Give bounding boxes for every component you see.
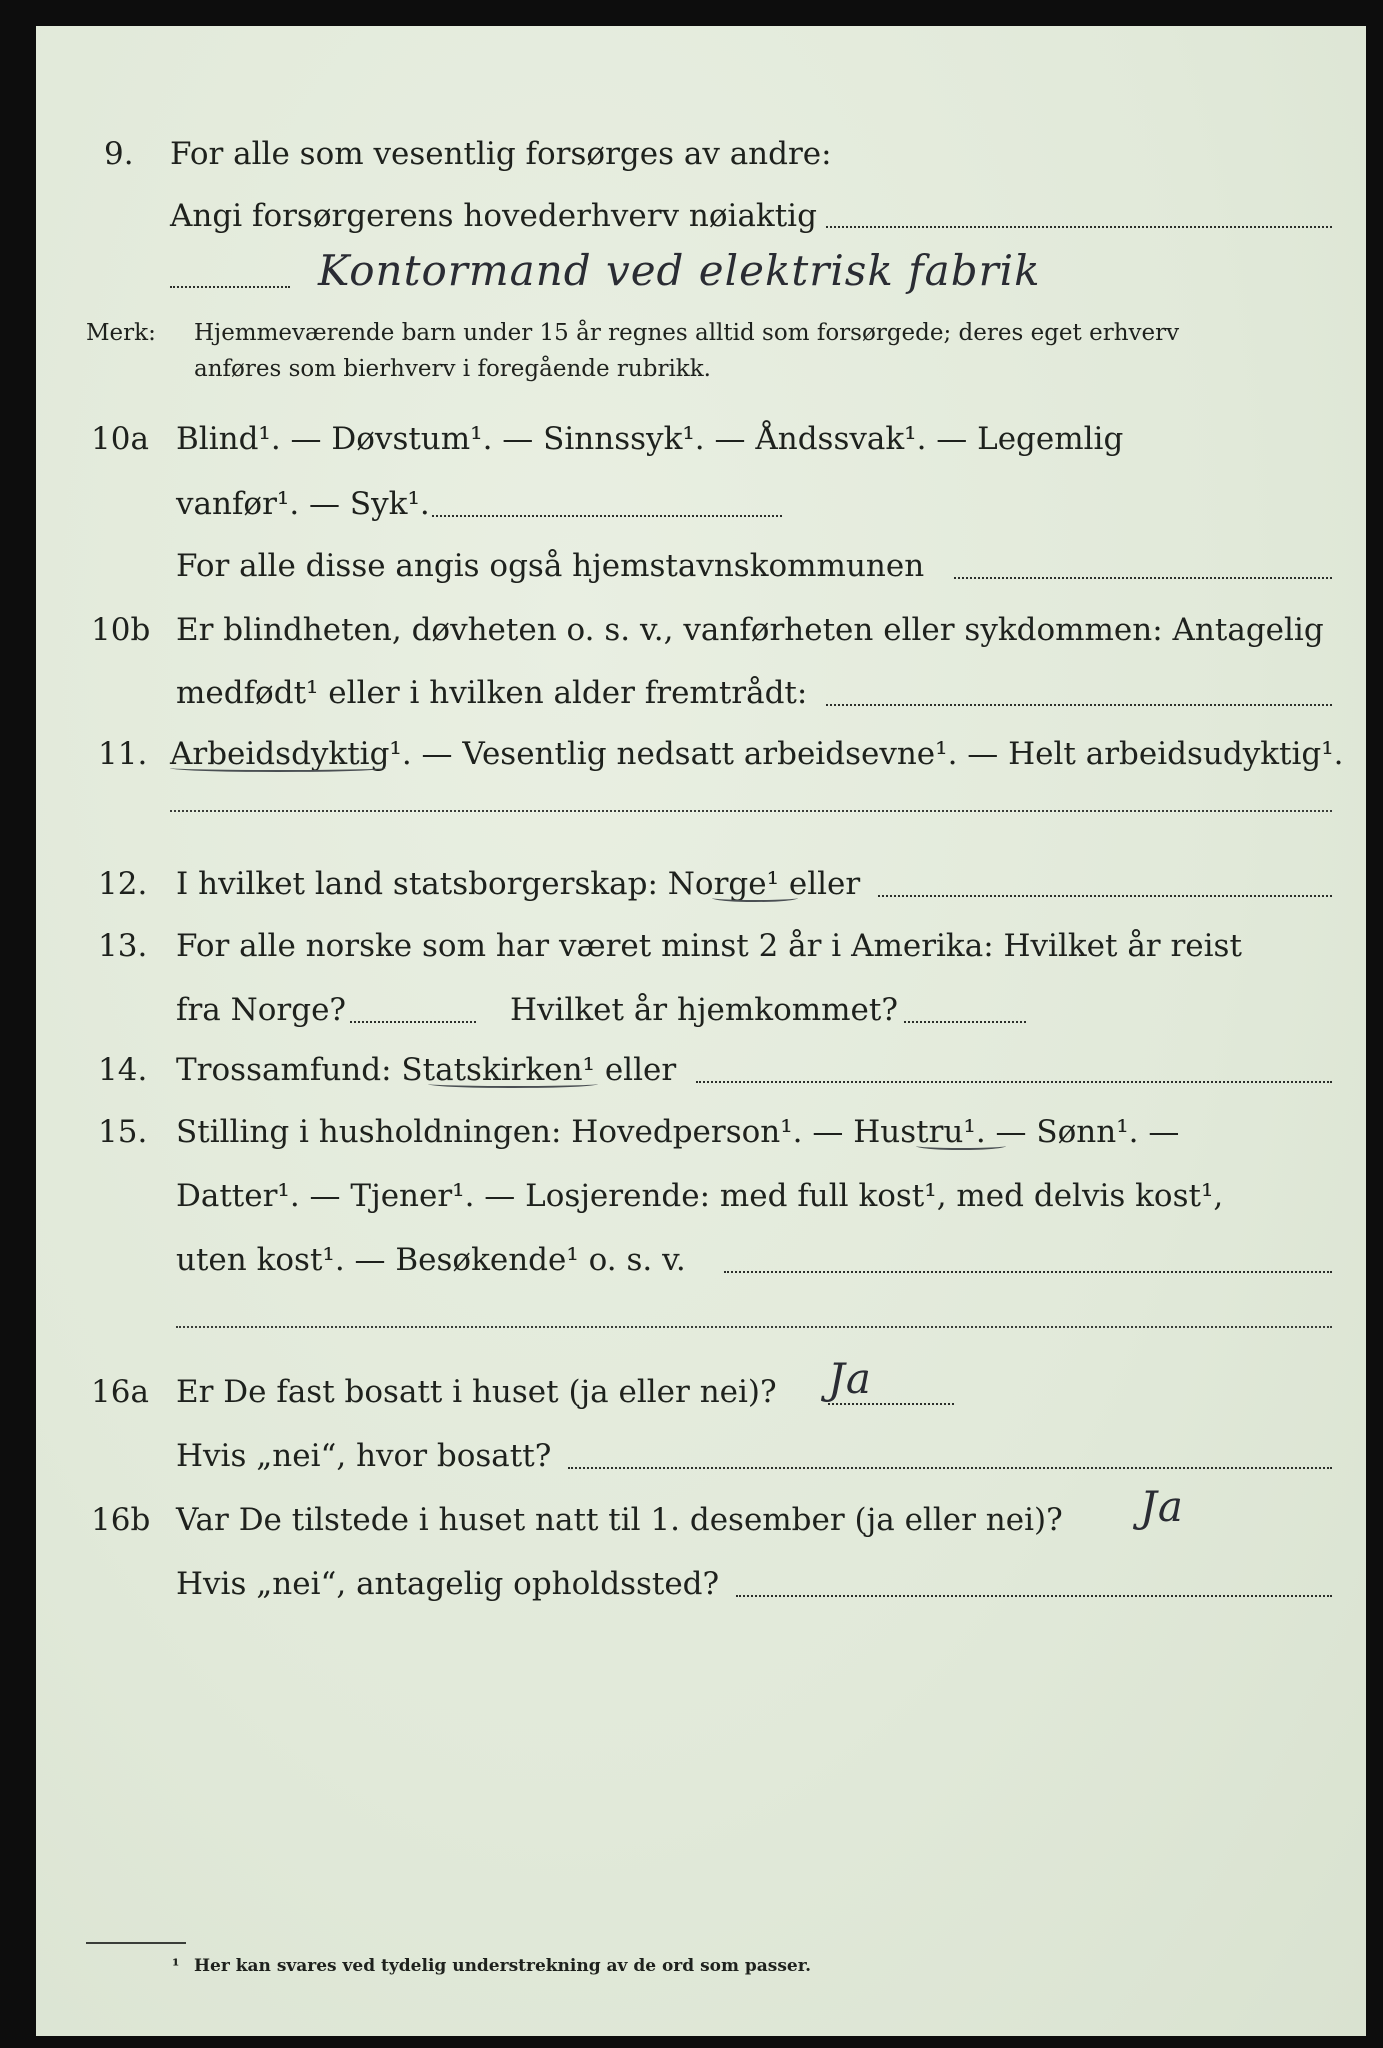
answer-line [826,226,1332,228]
question-9-line-1: For alle som vesentlig forsørges av andre: [170,136,832,172]
question-9-line-2: Angi forsørgerens hovederhverv nøiaktig [170,198,817,234]
answer-line [904,1021,1026,1023]
question-15-line-2: Datter¹. — Tjener¹. — Losjerende: med full kost¹, med delvis kost¹, [176,1178,1224,1214]
question-9-number: 9. [104,136,134,172]
answer-line [696,1081,1332,1083]
question-13-number: 13. [98,928,148,964]
answer-line [350,1021,476,1023]
answer-line [170,810,1332,812]
question-15-line-3: uten kost¹. — Besøkende¹ o. s. v. [176,1242,686,1278]
question-13-line-2b: Hvilket år hjemkommet? [510,992,898,1028]
handwritten-occupation-answer: Kontormand ved elektrisk fabrik [318,246,1041,295]
answer-line [176,1326,1332,1328]
answer-line [826,704,1332,706]
question-10b-line-1: Er blindheten, døvheten o. s. v., vanførheten eller sykdommen: Antagelig [176,612,1324,648]
note-line-1: Hjemmeværende barn under 15 år regnes alltid som forsørgede; deres eget erhverv [194,320,1180,346]
question-11-number: 11. [98,736,148,772]
handwritten-answer-16a: Ja [828,1354,872,1403]
question-10b-line-2: medfødt¹ eller i hvilken alder fremtrådt: [176,675,808,711]
answer-line [568,1467,1332,1469]
handwritten-answer-16b: Ja [1140,1482,1184,1531]
question-15-number: 15. [98,1114,148,1150]
question-15-line-1: Stilling i husholdningen: Hovedperson¹. — Hustru¹. — Sønn¹. — [176,1114,1180,1150]
answer-line [954,577,1332,579]
handwritten-underline [712,894,798,902]
question-12-line-1: I hvilket land statsborgerskap: Norge¹ eller [176,866,861,902]
question-16a-line-1: Er De fast bosatt i huset (ja eller nei)? [176,1374,777,1410]
question-16b-line-1: Var De tilstede i huset natt til 1. desember (ja eller nei)? [176,1502,1063,1538]
handwritten-underline [428,1080,598,1088]
question-11-line-1: Arbeidsdyktig¹. — Vesentlig nedsatt arbeidsevne¹. — Helt arbeidsudyktig¹. [170,736,1344,772]
answer-line [170,286,290,288]
question-14-number: 14. [98,1052,148,1088]
census-form-page [36,26,1366,2036]
footnote-rule [86,1942,186,1944]
answer-line [724,1271,1332,1273]
question-10a-line-3: For alle disse angis også hjemstavnskommunen [176,548,925,584]
question-16b-line-2: Hvis „nei“, antagelig opholdssted? [176,1566,720,1602]
footnote-mark: ¹ [172,1956,180,1976]
question-16a-number: 16a [91,1374,149,1410]
question-10a-number: 10a [91,421,149,457]
question-10b-number: 10b [91,612,151,648]
question-10a-line-2: vanfør¹. — Syk¹. [176,486,430,522]
footnote-text: Her kan svares ved tydelig understrekning av de ord som passer. [194,1956,812,1976]
question-10a-line-1: Blind¹. — Døvstum¹. — Sinnssyk¹. — Åndssvak¹. — Legemlig [176,421,1124,457]
handwritten-underline [170,764,386,772]
question-12-number: 12. [98,866,148,902]
question-13-line-1: For alle norske som har været minst 2 år i Amerika: Hvilket år reist [176,928,1242,964]
handwritten-underline [916,1142,1006,1150]
note-label: Merk: [86,320,156,346]
answer-line [736,1595,1332,1597]
question-14-line-1: Trossamfund: Statskirken¹ eller [176,1052,677,1088]
answer-line [828,1403,954,1405]
question-16a-line-2: Hvis „nei“, hvor bosatt? [176,1438,552,1474]
question-16b-number: 16b [91,1502,151,1538]
answer-line [878,895,1332,897]
note-line-2: anføres som bierhverv i foregående rubrikk. [194,356,711,382]
question-13-line-2a: fra Norge? [176,992,347,1028]
answer-line [432,515,782,517]
